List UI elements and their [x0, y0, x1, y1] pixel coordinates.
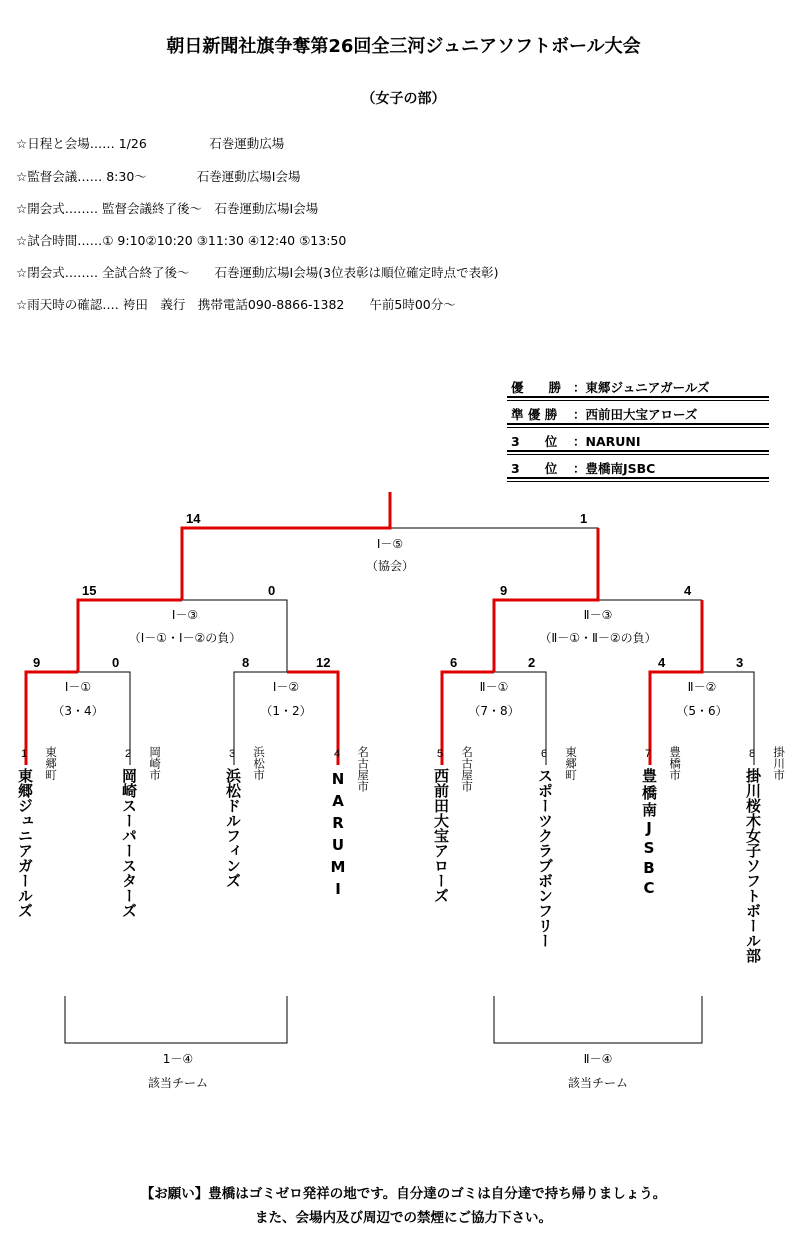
- match-label-final: Ⅰ－⑤: [376, 537, 404, 551]
- result-label: 準 優 勝: [511, 407, 558, 422]
- team-name: 東郷ジュニアガールズ: [16, 768, 34, 918]
- footer-request: 【お願い】豊橋はゴミゼロ発祥の地です。自分達のゴミは自分達で持ち帰りましょう。: [140, 1186, 667, 1202]
- team-city: 名古屋市: [460, 746, 475, 792]
- match-label-q2: Ⅰ－②: [272, 680, 300, 694]
- group-label-left: 1－④: [162, 1052, 194, 1066]
- team-city: 東郷町: [44, 746, 59, 781]
- score-semi1-left: 15: [82, 583, 97, 598]
- match-sub-semi1: （Ⅰ－①・Ⅰ－②の負）: [128, 631, 242, 645]
- score-q1-left: 9: [33, 655, 41, 670]
- result-label: 優 勝: [511, 380, 562, 395]
- match-label-semi2: Ⅱ－③: [583, 608, 613, 622]
- score-semi2-right: 4: [684, 583, 692, 598]
- score-q3-right: 2: [528, 655, 536, 670]
- info-schedule: ☆日程と会場‥‥‥ 1/26 石巻運動広場: [16, 136, 285, 151]
- match-label-q3: Ⅱ－①: [479, 680, 509, 694]
- group-box-right: [494, 996, 702, 1043]
- team-city: 浜松市: [252, 746, 267, 781]
- team-name: スポーツクラブボンフリー: [536, 768, 554, 948]
- match-label-semi1: Ⅰ－③: [171, 608, 199, 622]
- team-number: 3: [229, 748, 236, 760]
- match-sub-final: （協会）: [365, 559, 414, 573]
- match-sub-q3: （7・8）: [468, 704, 520, 718]
- team-number: 1: [21, 748, 28, 760]
- team-number: 8: [749, 748, 756, 760]
- team-name: 岡崎スーパースターズ: [120, 768, 138, 918]
- match-sub-semi2: （Ⅱ－①・Ⅱ－②の負）: [539, 631, 657, 645]
- team-name: 浜松ドルフィンズ: [224, 768, 242, 888]
- team-city: 岡崎市: [148, 746, 163, 781]
- score-q2-left: 8: [242, 655, 250, 670]
- result-label: 3 位: [511, 434, 558, 449]
- score-q4-right: 3: [736, 655, 744, 670]
- score-q1-right: 0: [112, 655, 120, 670]
- team-number: 2: [125, 748, 132, 760]
- team-number: 6: [541, 748, 548, 760]
- score-final-left: 14: [186, 511, 201, 526]
- match-label-q4: Ⅱ－②: [687, 680, 717, 694]
- team-name: NARUMI: [329, 770, 347, 902]
- score-semi1-right: 0: [268, 583, 276, 598]
- bracket-line-semi2-winner: [494, 528, 598, 672]
- result-label: 3 位: [511, 461, 558, 476]
- score-final-right: 1: [580, 511, 588, 526]
- team-number: 4: [334, 748, 341, 760]
- score-q4-left: 4: [658, 655, 666, 670]
- score-q3-left: 6: [450, 655, 458, 670]
- result-team: ：東郷ジュニアガールズ: [573, 380, 710, 395]
- team-city: 掛川市: [772, 746, 787, 781]
- info-manager-meeting: ☆監督会議‥‥‥ 8:30～ 石巻運動広場Ⅰ会場: [16, 169, 301, 184]
- score-semi2-left: 9: [500, 583, 508, 598]
- team-name: 掛川桜木女子ソフトボール部: [744, 768, 762, 963]
- team-number: 7: [645, 748, 652, 760]
- team-name: 豊橋南JSBC: [640, 768, 658, 899]
- info-opening: ☆開会式‥‥‥‥ 監督会議終了後～ 石巻運動広場Ⅰ会場: [16, 201, 319, 216]
- info-rain-contact: ☆雨天時の確認‥‥ 袴田 義行 携帯電話090-8866-1382 午前5時00分～: [16, 297, 456, 312]
- team-city: 東郷町: [564, 746, 579, 781]
- page-subtitle: （女子の部）: [361, 91, 446, 107]
- team-city: 豊橋市: [668, 746, 683, 781]
- team-city: 名古屋市: [356, 746, 371, 792]
- group-note-right: 該当チーム: [567, 1076, 628, 1090]
- team-name: 西前田大宝アローズ: [432, 768, 450, 903]
- result-team: ：豊橋南JSBC: [573, 461, 656, 476]
- footer-no-smoking: また、会場内及び周辺での禁煙にご協力下さい。: [255, 1210, 552, 1226]
- group-label-right: Ⅱ－④: [583, 1052, 613, 1066]
- match-sub-q2: （1・2）: [260, 704, 312, 718]
- info-closing: ☆閉会式‥‥‥‥ 全試合終了後～ 石巻運動広場Ⅰ会場(3位表彰は順位確定時点で表彰): [16, 265, 499, 280]
- result-team: ：西前田大宝アローズ: [573, 407, 698, 422]
- team-number: 5: [437, 748, 444, 760]
- match-sub-q4: （5・6）: [676, 704, 728, 718]
- score-q2-right: 12: [316, 655, 331, 670]
- group-box-left: [65, 996, 287, 1043]
- info-match-times: ☆試合時間‥‥‥① 9:10②10:20 ③11:30 ④12:40 ⑤13:50: [16, 233, 347, 248]
- result-team: ：NARUNI: [573, 434, 641, 449]
- match-sub-q1: （3・4）: [52, 704, 104, 718]
- match-label-q1: Ⅰ－①: [64, 680, 92, 694]
- group-note-left: 該当チーム: [147, 1076, 208, 1090]
- page-title: 朝日新聞社旗争奪第26回全三河ジュニアソフトボール大会: [166, 36, 641, 57]
